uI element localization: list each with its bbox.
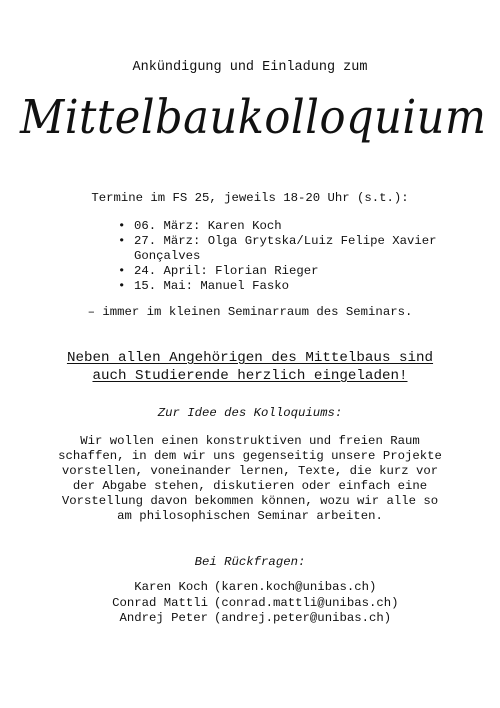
idea-line: Wir wollen einen konstruktiven und freien Raum [80,434,420,448]
idea-line: vorstellen, voneinander lernen, Texte, die kurz vor [61,464,439,478]
contact-name: Andrej Peter [119,611,208,626]
contact-list [110,580,410,627]
contact-name: Conrad Mattli [112,595,208,610]
idea-line: Vorstellung davon bekommen können, wozu wir alle so [61,494,439,508]
contact-email: (karen.koch@unibas.ch) [214,580,377,594]
invitation-line: Neben allen Angehörigen des Mittelbaus sind [66,350,434,366]
schedule-heading: Termine im FS 25, jeweils 18-20 Uhr (s.t.): [91,191,409,205]
schedule-item: • 27. März: Olga Grytska/Luiz Felipe Xavier Gonçalves [118,234,438,264]
idea-line: der Abgabe stehen, diskutieren oder einfach eine [72,479,428,493]
contact-row [110,580,410,596]
contact-heading: Bei Rückfragen: [194,555,306,569]
schedule-list [118,219,438,294]
room-note: – immer im kleinen Seminarraum des Seminars. [87,305,413,319]
contact-row [110,596,410,612]
schedule-item: • 06. März: Karen Koch [118,219,438,234]
idea-heading: Zur Idee des Kolloquiums: [157,406,343,420]
intro-line: Ankündigung und Einladung zum [132,60,368,75]
schedule-item: • 24. April: Florian Rieger [118,264,438,279]
invitation-line: auch Studierende herzlich eingeladen! [92,368,408,384]
contact-row [110,611,410,627]
idea-line: schaffen, in dem wir uns gegenseitig unsere Projekte [58,449,442,463]
invitation-note [0,349,500,385]
contact-email: (andrej.peter@unibas.ch) [214,611,392,626]
idea-paragraph [0,434,500,524]
contact-email: (conrad.mattli@unibas.ch) [214,595,399,610]
schedule-item: • 15. Mai: Manuel Fasko [118,279,438,294]
idea-line: am philosophischen Seminar arbeiten. [117,509,383,523]
page-title: Mittelbaukolloquium [20,90,487,145]
contact-name: Karen Koch [134,580,208,594]
